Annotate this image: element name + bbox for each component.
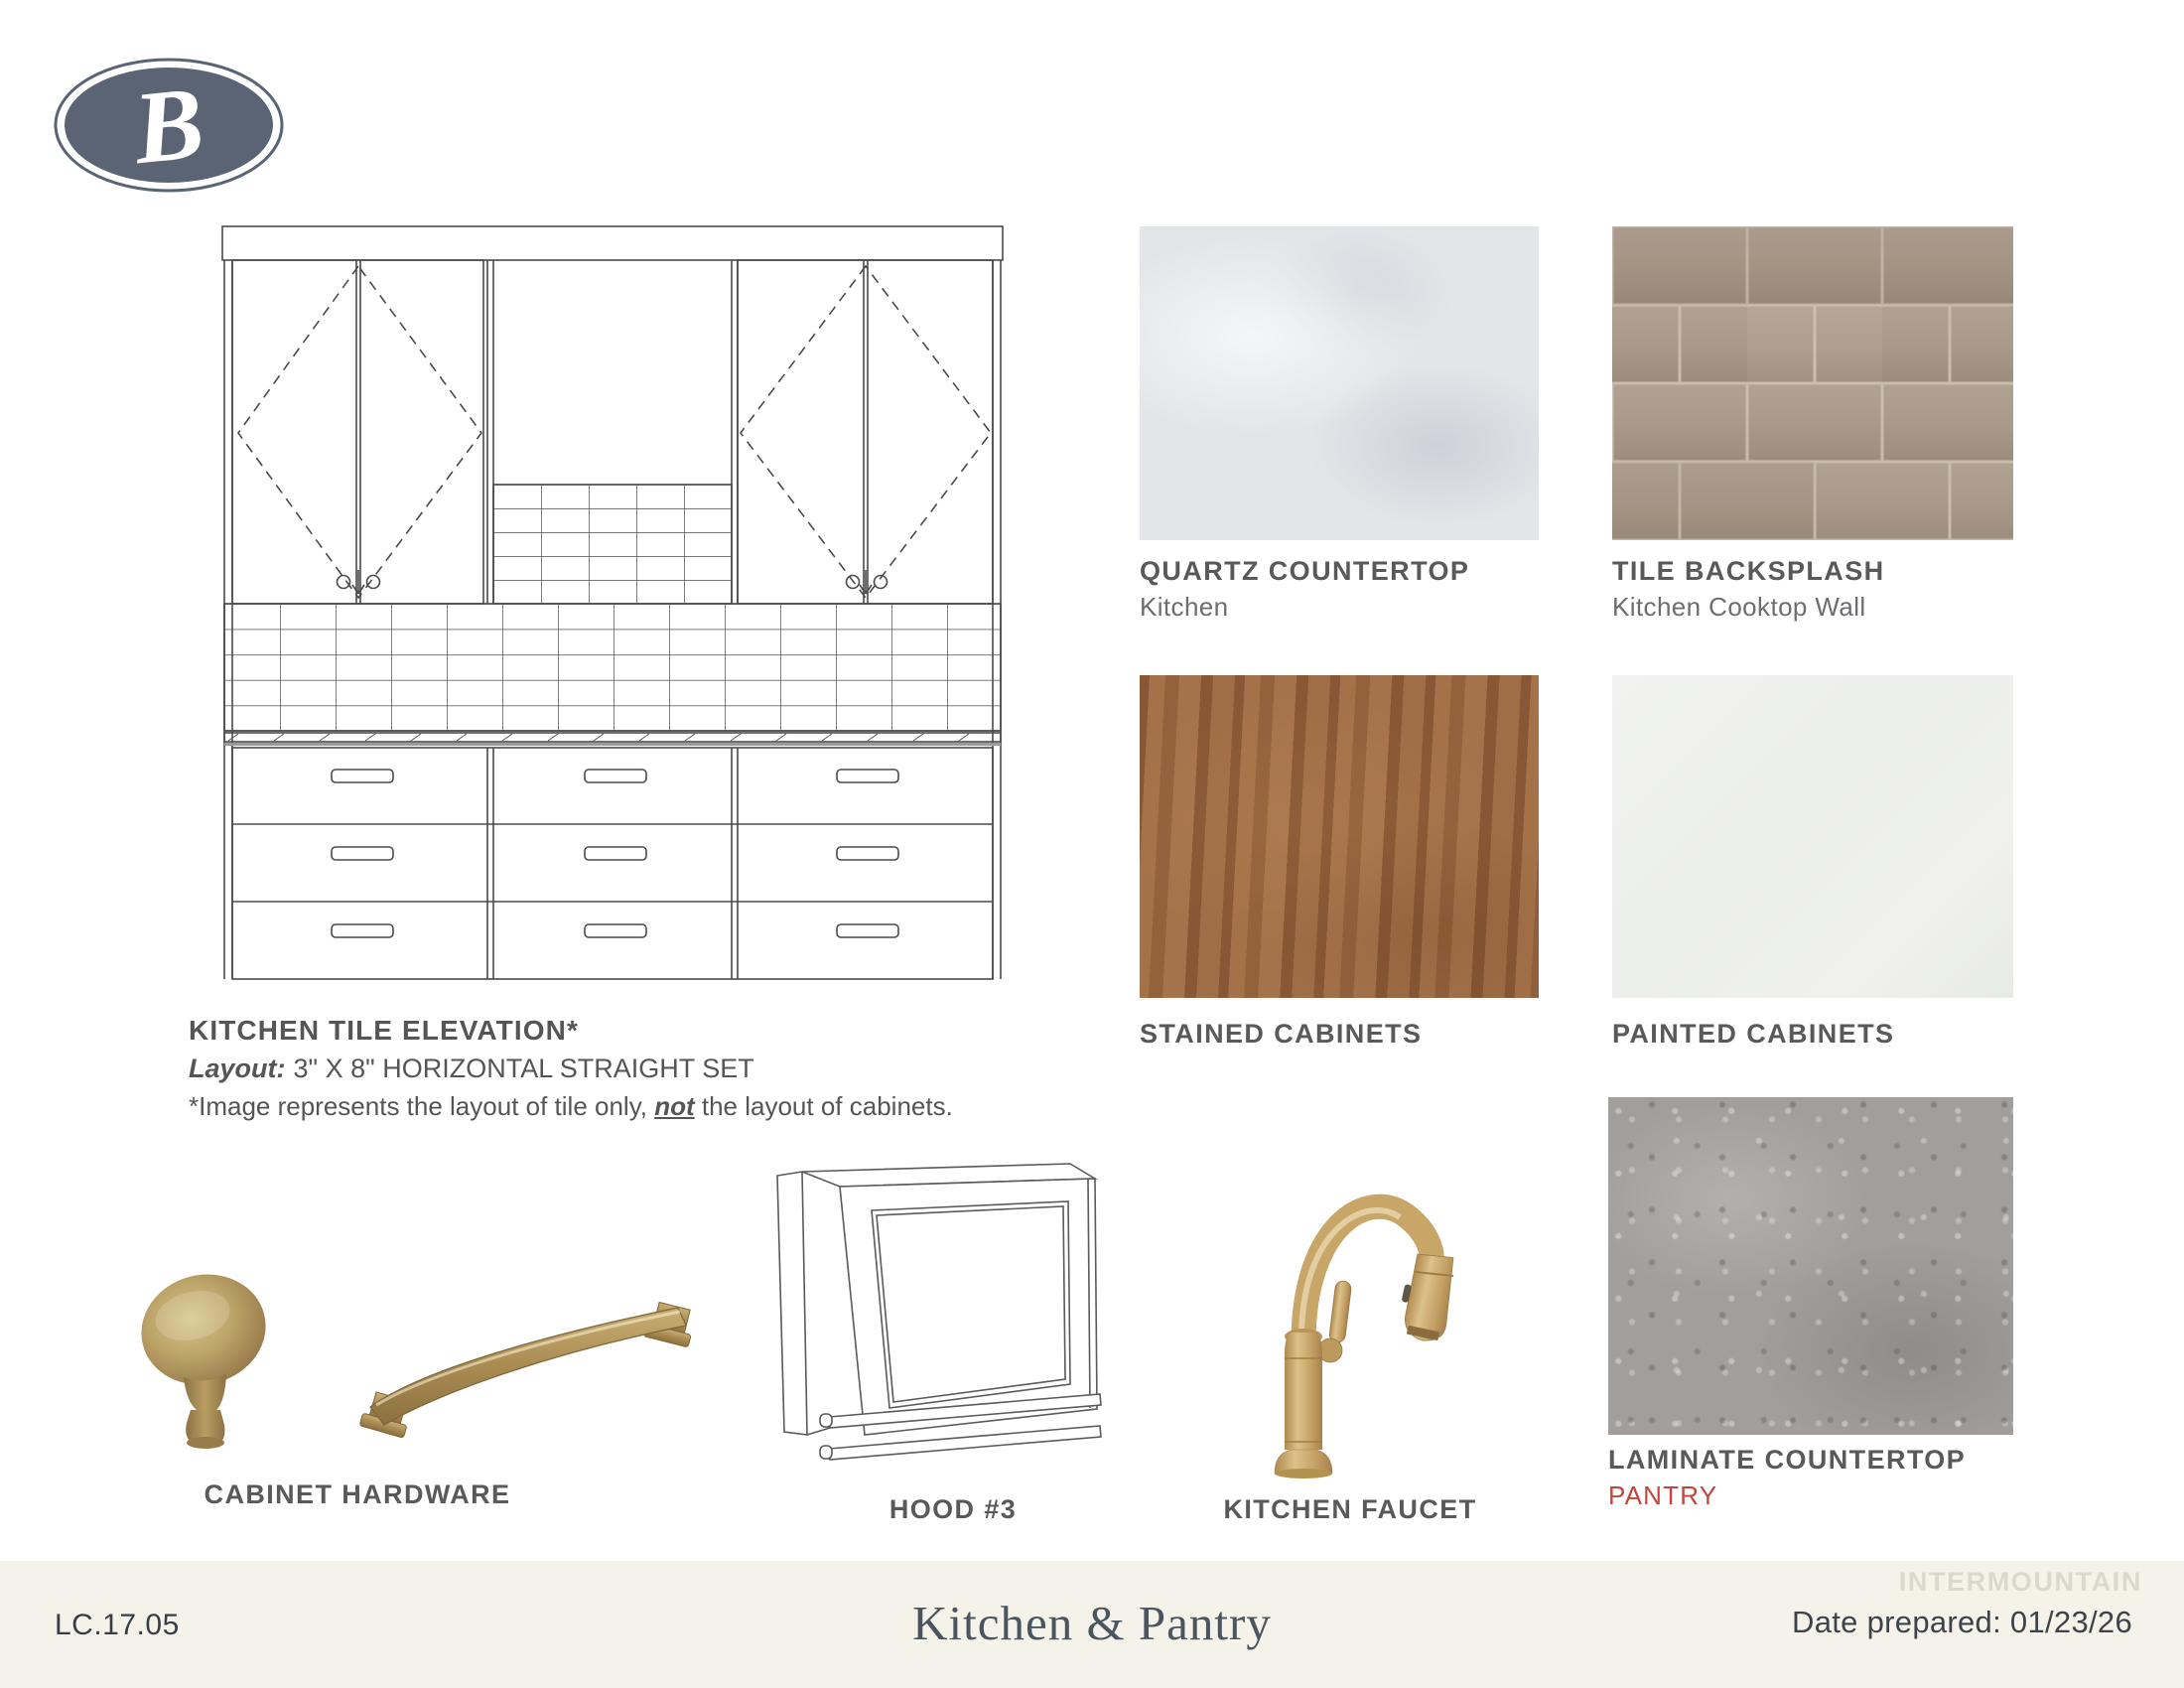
- quartz-countertop-title: QUARTZ COUNTERTOP: [1140, 556, 1470, 586]
- footer: [0, 1561, 2184, 1688]
- hood-drawing: [772, 1144, 1142, 1486]
- elevation-caption: [189, 1015, 1122, 1122]
- elevation-layout-label: Layout:: [189, 1054, 286, 1083]
- kitchen-tile-elevation-drawing: [220, 224, 1005, 994]
- elevation-layout-line: [189, 1054, 1122, 1084]
- stained-cabinets-swatch: [1140, 675, 1539, 998]
- elevation-note-suffix: the layout of cabinets.: [694, 1091, 953, 1121]
- svg-text:B: B: [128, 65, 209, 187]
- quartz-countertop-swatch: [1140, 226, 1539, 540]
- tile-backsplash-subtitle: Kitchen Cooktop Wall: [1612, 592, 1866, 622]
- elevation-note: [189, 1091, 1122, 1122]
- elevation-note-prefix: *Image represents the layout of tile only,: [189, 1091, 655, 1121]
- kitchen-faucet-image: [1249, 1164, 1497, 1481]
- cabinet-knob-image: [137, 1266, 276, 1460]
- laminate-countertop-subtitle: PANTRY: [1608, 1480, 1718, 1510]
- date-prepared: Date prepared: 01/23/26: [1792, 1605, 2132, 1639]
- watermark: INTERMOUNTAIN: [1898, 1567, 2142, 1597]
- quartz-countertop-subtitle: Kitchen: [1140, 592, 1229, 622]
- page-title: Kitchen & Pantry: [912, 1596, 1272, 1650]
- brand-logo: [52, 55, 286, 196]
- faucet-handle: [1328, 1280, 1351, 1342]
- painted-cabinets-title: PAINTED CABINETS: [1612, 1019, 1895, 1049]
- kitchen-faucet-label: KITCHEN FAUCET: [1223, 1494, 1477, 1524]
- tile-backsplash-swatch: [1612, 226, 2013, 540]
- cabinet-hardware-label: CABINET HARDWARE: [204, 1479, 511, 1509]
- sheet-code: LC.17.05: [55, 1609, 180, 1641]
- elevation-note-emphasis: not: [654, 1091, 695, 1121]
- cabinet-pull-image: [352, 1256, 720, 1445]
- painted-cabinets-swatch: [1612, 675, 2013, 998]
- faucet-spray-head: [1395, 1249, 1460, 1344]
- hood-label: HOOD #3: [888, 1494, 1018, 1524]
- elevation-layout-value: 3" X 8" HORIZONTAL STRAIGHT SET: [293, 1054, 754, 1083]
- laminate-countertop-title: LAMINATE COUNTERTOP: [1608, 1445, 1967, 1475]
- stained-cabinets-title: STAINED CABINETS: [1140, 1019, 1423, 1049]
- laminate-countertop-swatch: [1608, 1097, 2013, 1435]
- elevation-title: KITCHEN TILE ELEVATION*: [189, 1015, 579, 1046]
- tile-backsplash-title: TILE BACKSPLASH: [1612, 556, 1885, 586]
